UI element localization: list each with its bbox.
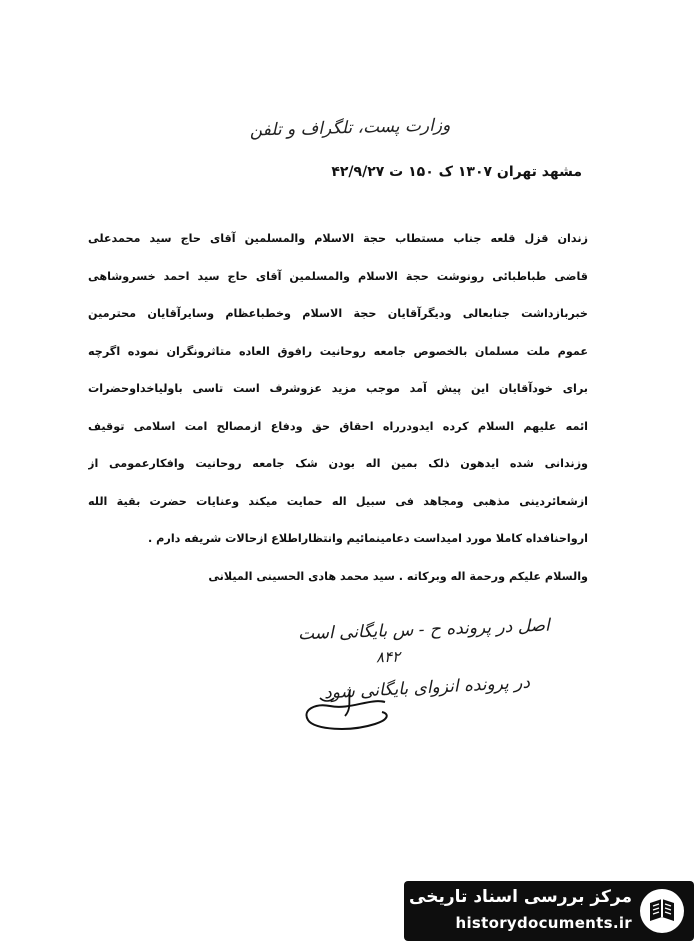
signature-icon: [290, 680, 400, 740]
telegram-header: مشهد تهران ۱۳۰۷ ک ۱۵۰ ت ۴۲/۹/۲۷: [331, 164, 582, 180]
handwritten-filing-note: در پرونده انزوای بایگانی شود: [323, 672, 531, 704]
body-line: عموم ملت مسلمان بالخصوص جامعه روحانیت رافوق العاده متاثرونگران نموده اگرچه: [88, 344, 588, 358]
archive-name: مرکز بررسی اسناد تاریخی: [409, 887, 632, 907]
handwritten-file-number: ۸۴۲: [375, 647, 401, 667]
handwritten-archive-note: اصل در پرونده ح - س بایگانی است: [297, 615, 551, 645]
handwritten-title: وزارت پست، تلگراف و تلفن: [249, 115, 451, 141]
telegram-body: [88, 220, 588, 595]
body-line: ازشعائردینی مذهبی ومجاهد فی سبیل اله حمایت میکند وعنایات حضرت بقیة الله: [88, 494, 588, 508]
body-line: ائمه علیهم السلام کرده ایدودرراه احقاق حق ودفاع ازمصالح امت اسلامی توقیف: [88, 419, 588, 433]
body-line: برای خودآقایان این پیش آمد موجب مزید عزوشرف است تاسی باولیاخداوحضرات: [88, 382, 588, 395]
closing-line: والسلام علیکم ورحمة اله وبرکاته . سید محمد هادی الحسینی المیلانی: [208, 569, 588, 583]
body-line: ارواحنافداه کاملا مورد امیداست دعامینمائیم وانتظاراطلاع ازحالات شریفه دارم .: [148, 532, 588, 545]
archive-watermark: [404, 881, 694, 941]
body-line: زندان قزل قلعه جناب مستطاب حجة الاسلام والمسلمین آقای حاج سید محمدعلی: [88, 232, 588, 245]
archive-logo-icon: [638, 887, 686, 935]
archive-url: historydocuments.ir: [455, 914, 632, 932]
body-line: قاضی طباطبائی رونوشت حجة الاسلام والمسلمین آقای حاج سید احمد خسروشاهی: [88, 269, 588, 283]
body-line: وزندانی شده ایدهون ذلک بمین اله بودن شک جامعه روحانیت وافکارعمومی از: [88, 457, 588, 470]
body-line: خبربازداشت جنابعالی ودیگرآقایان حجة الاسلام وخطباعظام وسایرآقایان محترمین: [88, 307, 588, 320]
